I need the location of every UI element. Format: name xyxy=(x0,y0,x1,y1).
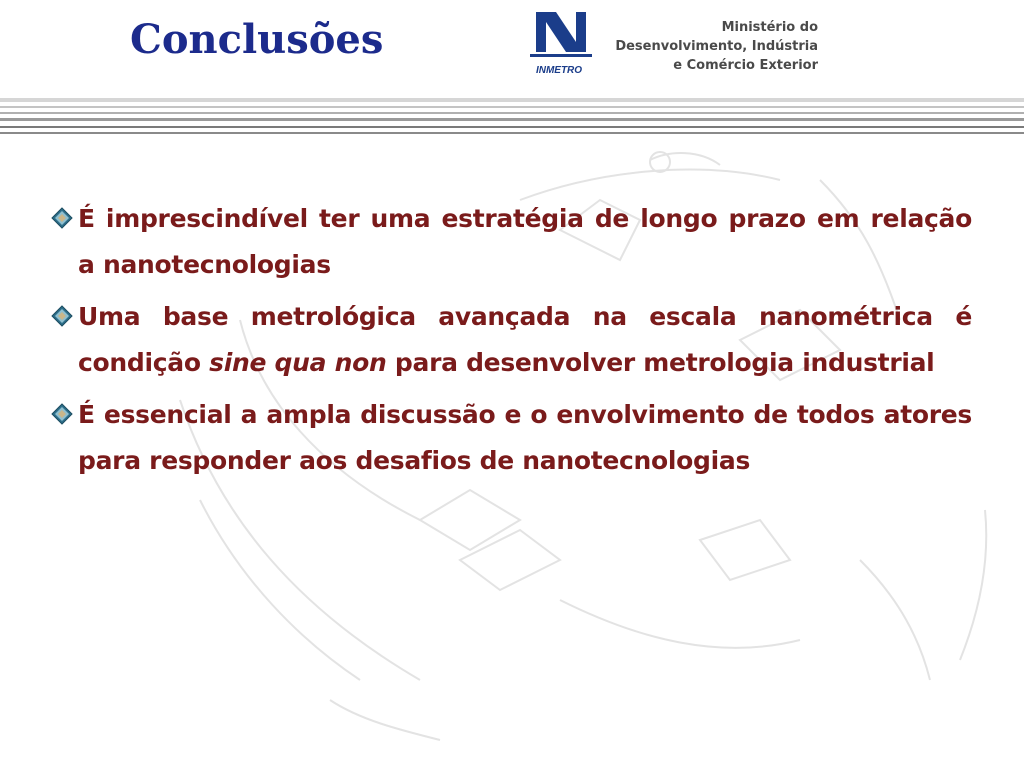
bullet-text-part: Uma base metrológica avançada na escala nanométrica é condição xyxy=(78,302,972,377)
bullet-text: É essencial a ampla discussão e o envolvimento de todos atores para responder aos desafios de nanotecnologias xyxy=(78,400,972,475)
bullet-list xyxy=(50,196,972,490)
inmetro-logo-icon xyxy=(530,10,592,66)
bullet-item xyxy=(50,392,972,484)
ministry-line: Ministério do xyxy=(721,20,818,35)
latin-phrase: sine qua non xyxy=(209,348,387,377)
bullet-text: É imprescindível ter uma estratégia de longo prazo em relação a nanotecnologias xyxy=(78,204,972,279)
ministry-name xyxy=(600,18,818,75)
ministry-line: e Comércio Exterior xyxy=(673,58,818,73)
diamond-bullet-icon xyxy=(50,305,78,327)
bullet-text-part: para desenvolver metrologia industrial xyxy=(386,348,935,377)
ministry-line: Desenvolvimento, Indústria xyxy=(615,39,818,54)
diamond-bullet-icon xyxy=(50,207,78,229)
bullet-item xyxy=(50,196,972,288)
bullet-text xyxy=(78,294,972,386)
inmetro-logo xyxy=(530,10,596,76)
header-divider xyxy=(0,98,1024,138)
logo-label: INMETRO xyxy=(535,65,583,76)
bullet-item xyxy=(50,294,972,386)
diamond-bullet-icon xyxy=(50,403,78,425)
slide-title: Conclusões xyxy=(130,16,384,63)
